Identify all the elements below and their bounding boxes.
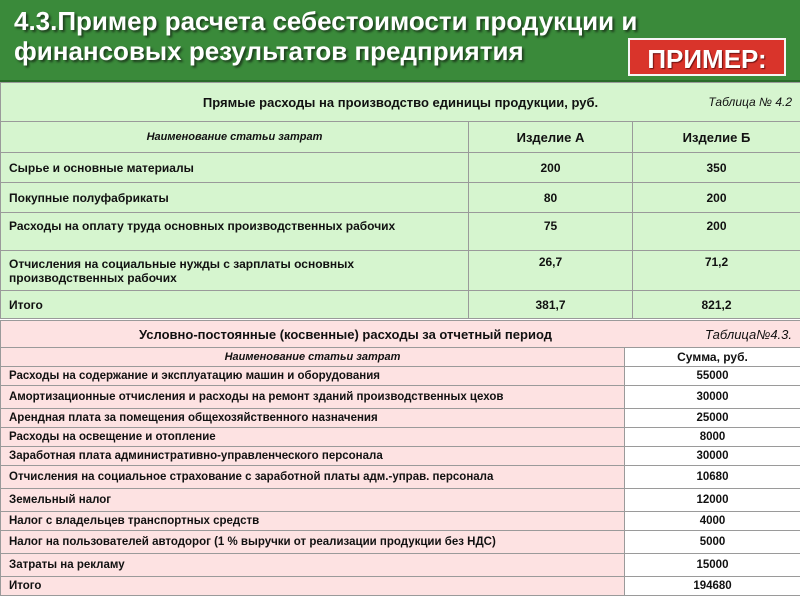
direct-costs-table <box>0 82 800 319</box>
table-row <box>1 251 800 291</box>
cost-sum: 8000 <box>625 428 800 447</box>
page-title: 4.3.Пример расчета себестоимости продукции и финансовых результатов предприятия <box>14 6 638 66</box>
column-header-product-a: Изделие А <box>469 122 633 153</box>
column-header-name: Наименование статьи затрат <box>1 348 625 367</box>
cost-sum: 15000 <box>625 554 800 577</box>
cost-item-name: Итого <box>1 577 625 596</box>
table-row <box>1 466 800 489</box>
cost-item-name: Земельный налог <box>1 489 625 512</box>
table-caption: Прямые расходы на производство единицы продукции, руб. <box>202 94 599 110</box>
cost-item-name: Расходы на оплату труда основных производственных рабочих <box>1 213 469 251</box>
cost-value-b: 200 <box>633 213 800 251</box>
cost-value-b: 350 <box>633 153 800 183</box>
indirect-costs-table <box>0 320 800 596</box>
cost-item-name: Покупные полуфабрикаты <box>1 183 469 213</box>
table-caption: Условно-постоянные (косвенные) расходы за отчетный период <box>139 326 552 342</box>
cost-sum: 4000 <box>625 512 800 531</box>
column-header-name: Наименование статьи затрат <box>1 122 469 153</box>
column-header-sum: Сумма, руб. <box>625 348 800 367</box>
cost-sum: 12000 <box>625 489 800 512</box>
table-row <box>1 386 800 409</box>
table-row <box>1 367 800 386</box>
table-row <box>1 447 800 466</box>
cost-value-a: 200 <box>469 153 633 183</box>
table-row <box>1 213 800 251</box>
cost-value-a: 26,7 <box>469 251 633 291</box>
cost-sum: 10680 <box>625 466 800 489</box>
table-caption-row <box>1 83 800 122</box>
cost-value-b: 821,2 <box>633 291 800 319</box>
cost-item-name: Амортизационные отчисления и расходы на ремонт зданий производственных цехов <box>1 386 625 409</box>
table-row-total <box>1 577 800 596</box>
cost-value-a: 80 <box>469 183 633 213</box>
table-header-row <box>1 348 800 367</box>
cost-item-name: Затраты на рекламу <box>1 554 625 577</box>
cost-value-b: 71,2 <box>633 251 800 291</box>
cost-value-a: 75 <box>469 213 633 251</box>
table-header-row <box>1 122 800 153</box>
cost-sum: 30000 <box>625 386 800 409</box>
cost-item-name: Заработная плата административно-управленческого персонала <box>1 447 625 466</box>
table-row-total <box>1 291 800 319</box>
example-badge: ПРИМЕР: <box>628 38 786 76</box>
table-row <box>1 153 800 183</box>
table-row <box>1 489 800 512</box>
cost-value-b: 200 <box>633 183 800 213</box>
table-number: Таблица № 4.2 <box>708 94 793 109</box>
table-number: Таблица№4.3. <box>704 326 792 342</box>
cost-sum: 30000 <box>625 447 800 466</box>
table-row <box>1 183 800 213</box>
cost-item-name: Итого <box>1 291 469 319</box>
table-row <box>1 531 800 554</box>
slide-header <box>0 0 800 82</box>
cost-item-name: Расходы на содержание и эксплуатацию машин и оборудования <box>1 367 625 386</box>
table-row <box>1 554 800 577</box>
cost-item-name: Сырье и основные материалы <box>1 153 469 183</box>
cost-sum: 25000 <box>625 409 800 428</box>
table-row <box>1 512 800 531</box>
cost-value-a: 381,7 <box>469 291 633 319</box>
cost-item-name: Налог с владельцев транспортных средств <box>1 512 625 531</box>
cost-item-name: Расходы на освещение и отопление <box>1 428 625 447</box>
column-header-product-b: Изделие Б <box>633 122 800 153</box>
cost-item-name: Арендная плата за помещения общехозяйственного назначения <box>1 409 625 428</box>
table-caption-row <box>1 321 800 348</box>
cost-sum: 194680 <box>625 577 800 596</box>
cost-sum: 5000 <box>625 531 800 554</box>
table-row <box>1 409 800 428</box>
cost-item-name: Отчисления на социальное страхование с заработной платы адм.-управ. персонала <box>1 466 625 489</box>
table-row <box>1 428 800 447</box>
cost-item-name: Налог на пользователей автодорог (1 % выручки от реализации продукции без НДС) <box>1 531 625 554</box>
cost-sum: 55000 <box>625 367 800 386</box>
cost-item-name: Отчисления на социальные нужды с зарплаты основных производственных рабочих <box>1 251 469 291</box>
